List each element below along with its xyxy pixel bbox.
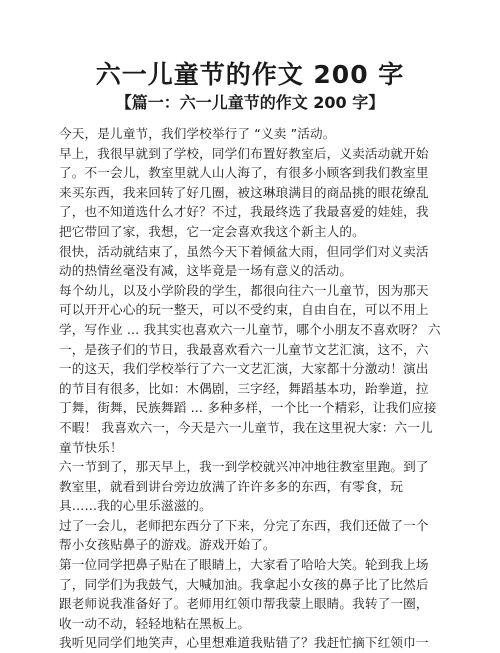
text-line: 不暇！ 我喜欢六一，今天是六一儿童节，我在这里祝大家：六一儿	[59, 419, 433, 435]
section-heading: 【篇一：六一儿童节的作文 200 字】	[115, 93, 385, 112]
text-line: 来买东西，我来回转了好几圈，被这琳琅满目的商品挑的眼花缭乱	[59, 184, 429, 200]
text-line: 第一位同学把鼻子贴在了眼睛上，大家看了哈哈大笑。轮到我上场	[59, 557, 429, 573]
text-line: 了，同学们为我鼓气，大喊加油。我拿起小女孩的鼻子比了比然后	[59, 576, 429, 592]
text-line: 我听见同学们地笑声，心里想难道我贴错了？我赶忙摘下红领巾一	[59, 635, 429, 651]
essay-body	[59, 124, 441, 653]
text-line: 每个幼儿，以及小学阶段的学生，都很向往六一儿童节，因为那天	[59, 282, 429, 298]
document-title: 六一儿童节的作文 200 字	[95, 60, 405, 89]
text-line: 收一动不动，轻轻地粘在黑板上。	[59, 615, 251, 631]
text-line: 一的这天，我们学校举行了六一文艺汇演，大家都十分激动！演出	[59, 361, 429, 377]
text-line: 童节快乐！	[59, 439, 123, 455]
text-line: 了。不一会儿，教室里就人山人海了，有很多小顾客到我们教室里	[59, 165, 429, 181]
text-line: 一，是孩子们的节日，我最喜欢看六一儿童节文艺汇演，这不，六	[59, 341, 429, 357]
text-line: 过了一会儿，老师把东西分了下来，分完了东西，我们还做了一个	[59, 517, 429, 533]
text-line: 跟老师说我准备好了。老师用红领巾帮我蒙上眼睛。我转了一圈，	[59, 596, 429, 612]
text-line: 丁舞，街舞，民族舞蹈 ... 多种多样，一个比一个精彩，让我们应接	[59, 400, 437, 416]
text-line: 动的热情丝毫没有减，这毕竟是一场有意义的活动。	[59, 263, 353, 279]
text-line: 今天，是儿童节，我们学校举行了 “义卖 ”活动。	[59, 126, 336, 141]
text-line: 了，也不知道选什么才好？不过，我最终选了我最喜爱的娃娃，我	[59, 204, 429, 220]
text-line: 很快，活动就结束了，虽然今天下着倾盆大雨，但同学们对义卖活	[59, 243, 429, 259]
text-line: 可以开开心心的玩一整天，可以不受约束，自由自在，可以不用上	[59, 302, 429, 318]
text-line: 具……我的心里乐滋滋的。	[59, 498, 212, 514]
text-line: 把它带回了家，我想，它一定会喜欢我这个新主人的。	[59, 223, 365, 239]
text-line: 学，写作业 ... 我其实也喜欢六一儿童节，哪个小朋友不喜欢呀？ 六	[59, 321, 441, 337]
text-line: 帮小女孩贴鼻子的游戏。游戏开始了。	[59, 537, 276, 553]
text-line: 的节目有很多，比如：木偶剧，三字经，舞蹈基本功，跆拳道，拉	[59, 380, 429, 396]
text-line: 六一节到了，那天早上，我一到学校就兴冲冲地往教室里跑。到了	[59, 459, 429, 475]
text-line: 早上，我很早就到了学校，同学们布置好教室后，义卖活动就开始	[59, 145, 429, 161]
text-line: 教室里，就看到讲台旁边放满了许许多多的东西，有零食，玩	[59, 478, 404, 494]
